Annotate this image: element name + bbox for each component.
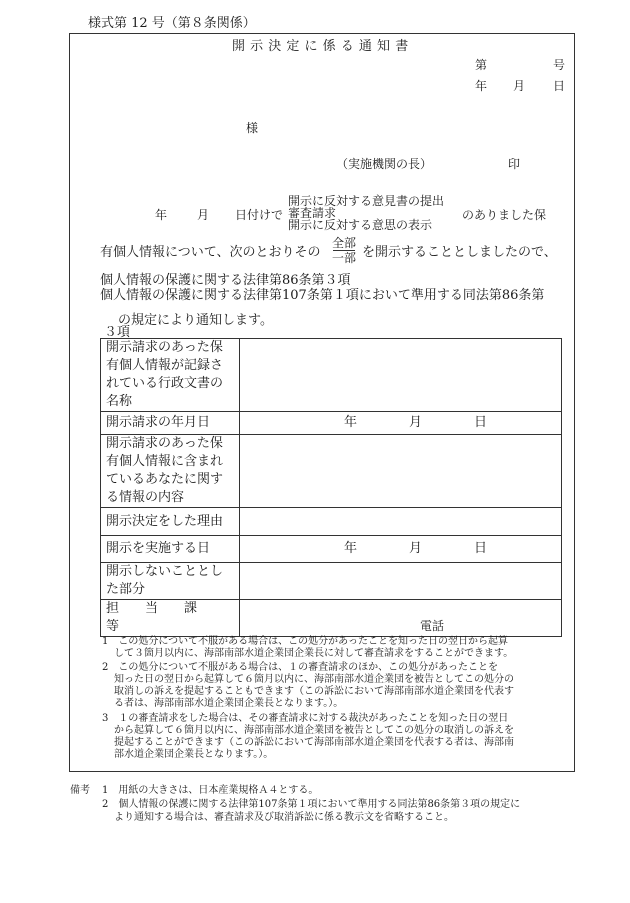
addressee-suffix: 様 [246, 121, 259, 135]
date-day: 日 [553, 79, 566, 93]
row-label-info-content: 開示請求のあった保 有個人情報に含まれ ているあなたに関す る情報の内容 [101, 435, 240, 508]
row-label-undisclosed-part: 開示しないこととし た部分 [101, 563, 240, 600]
received-text: のありました保 [462, 208, 547, 222]
row-value-request-date: 年 月 日 [240, 412, 562, 435]
law-option-1: 個人情報の保護に関する法律第86条第３項 [100, 273, 351, 288]
phone-label: 電話 [420, 619, 445, 633]
scope-option-all: 全部 [332, 236, 357, 250]
row-label-disclosure-date: 開示を実施する日 [101, 536, 240, 563]
closing-text: の規定により通知します。 [118, 313, 273, 328]
row-label-request-date: 開示請求の年月日 [101, 412, 240, 435]
note-3-line: 3 １の審査請求をした場合は、その審査請求に対する裁決があったことを知った日の翌日 [102, 713, 509, 724]
table-row [101, 508, 562, 536]
table-row [101, 339, 562, 412]
body-date-month: 月 [197, 208, 210, 222]
note-2-line: 知った日の翌日から起算して６箇月以内に、海部南部水道企業団を被告としてこの処分の [114, 674, 514, 685]
law-option-2: 個人情報の保護に関する法律第107条第１項において準用する同法第86条第 [100, 288, 545, 303]
choice-option: 開示に反対する意思の表示 [288, 218, 433, 232]
note-2-line: 2 この処分について不服がある場合は、１の審査請求のほか、この処分があったことを [102, 662, 499, 673]
law-option-2-continued: ３項 [104, 325, 131, 340]
note-3-line: から起算して６箇月以内に、海部南部水道企業団を被告としてこの処分の取消しの訴えを [114, 725, 514, 736]
body-line2-prefix: 有個人情報について、次のとおりその [100, 245, 321, 260]
note-2-line: る者は、海部南部水道企業団企業長となります。）。 [114, 698, 344, 709]
table-row [101, 536, 562, 563]
note-1-line: して３箇月以内に、海部南部水道企業団企業長に対して審査請求をすることができます。 [114, 648, 514, 659]
table-row [101, 600, 562, 637]
choice-option: 開示に反対する意見書の提出 [288, 194, 445, 208]
detail-table [100, 338, 562, 637]
note-1-line: 1 この処分について不服がある場合は、この処分があったことを知った日の翌日から起算 [102, 636, 509, 647]
row-label-decision-reason: 開示決定をした理由 [101, 508, 240, 536]
doc-number-suffix: 号 [553, 58, 566, 72]
date-month: 月 [513, 79, 526, 93]
note-3-line: 部水道企業団企業長となります。）。 [114, 749, 274, 760]
note-2-line: 取消しの訴えを提起することもできます（この訴訟において海部南部水道企業団を代表す [114, 686, 514, 697]
row-value-department [240, 600, 562, 637]
table-row [101, 412, 562, 435]
table-row [101, 435, 562, 508]
row-value-disclosure-date: 年 月 日 [240, 536, 562, 563]
form-number: 様式第 12 号（第８条関係） [88, 16, 256, 31]
body-date-year: 年 [155, 208, 168, 222]
row-label-document-name: 開示請求のあった保 有個人情報が記録さ れている行政文書の 名称 [101, 339, 240, 412]
row-value-undisclosed-part [240, 563, 562, 600]
date-year: 年 [475, 79, 488, 93]
remark-line: より通知する場合は、審査請求及び取消訴訟に係る教示文を省略すること。 [114, 812, 454, 823]
remark-line: 2 個人情報の保護に関する法律第107条第１項において準用する同法第86条第３項の規定に [102, 799, 521, 810]
remarks-label: 備考 [70, 785, 90, 796]
remark-line: 1 用紙の大きさは、日本産業規格Ａ４とする。 [102, 785, 319, 796]
row-value-document-name [240, 339, 562, 412]
row-value-info-content [240, 435, 562, 508]
choice-opinion-options [288, 194, 444, 230]
scope-option-partial: 一部 [332, 251, 357, 265]
seal-mark: 印 [508, 157, 521, 171]
scope-choice [332, 237, 356, 264]
document-title: 開 示 決 定 に 係 る 通 知 書 [232, 39, 409, 54]
table-row [101, 563, 562, 600]
note-3-line: 提起することができます（この訴訟において海部南部水道企業団を代表する者は、海部南 [114, 737, 514, 748]
choice-option: 審査請求 [288, 206, 337, 220]
doc-number-prefix: 第 [475, 58, 488, 72]
row-value-decision-reason [240, 508, 562, 536]
row-label-department: 担 当 課 等 [101, 600, 240, 637]
sender-title: （実施機関の長） [336, 157, 433, 171]
body-line2-suffix: を開示することとしましたので、 [362, 245, 557, 260]
body-date-suffix: 日付けで [235, 208, 284, 222]
